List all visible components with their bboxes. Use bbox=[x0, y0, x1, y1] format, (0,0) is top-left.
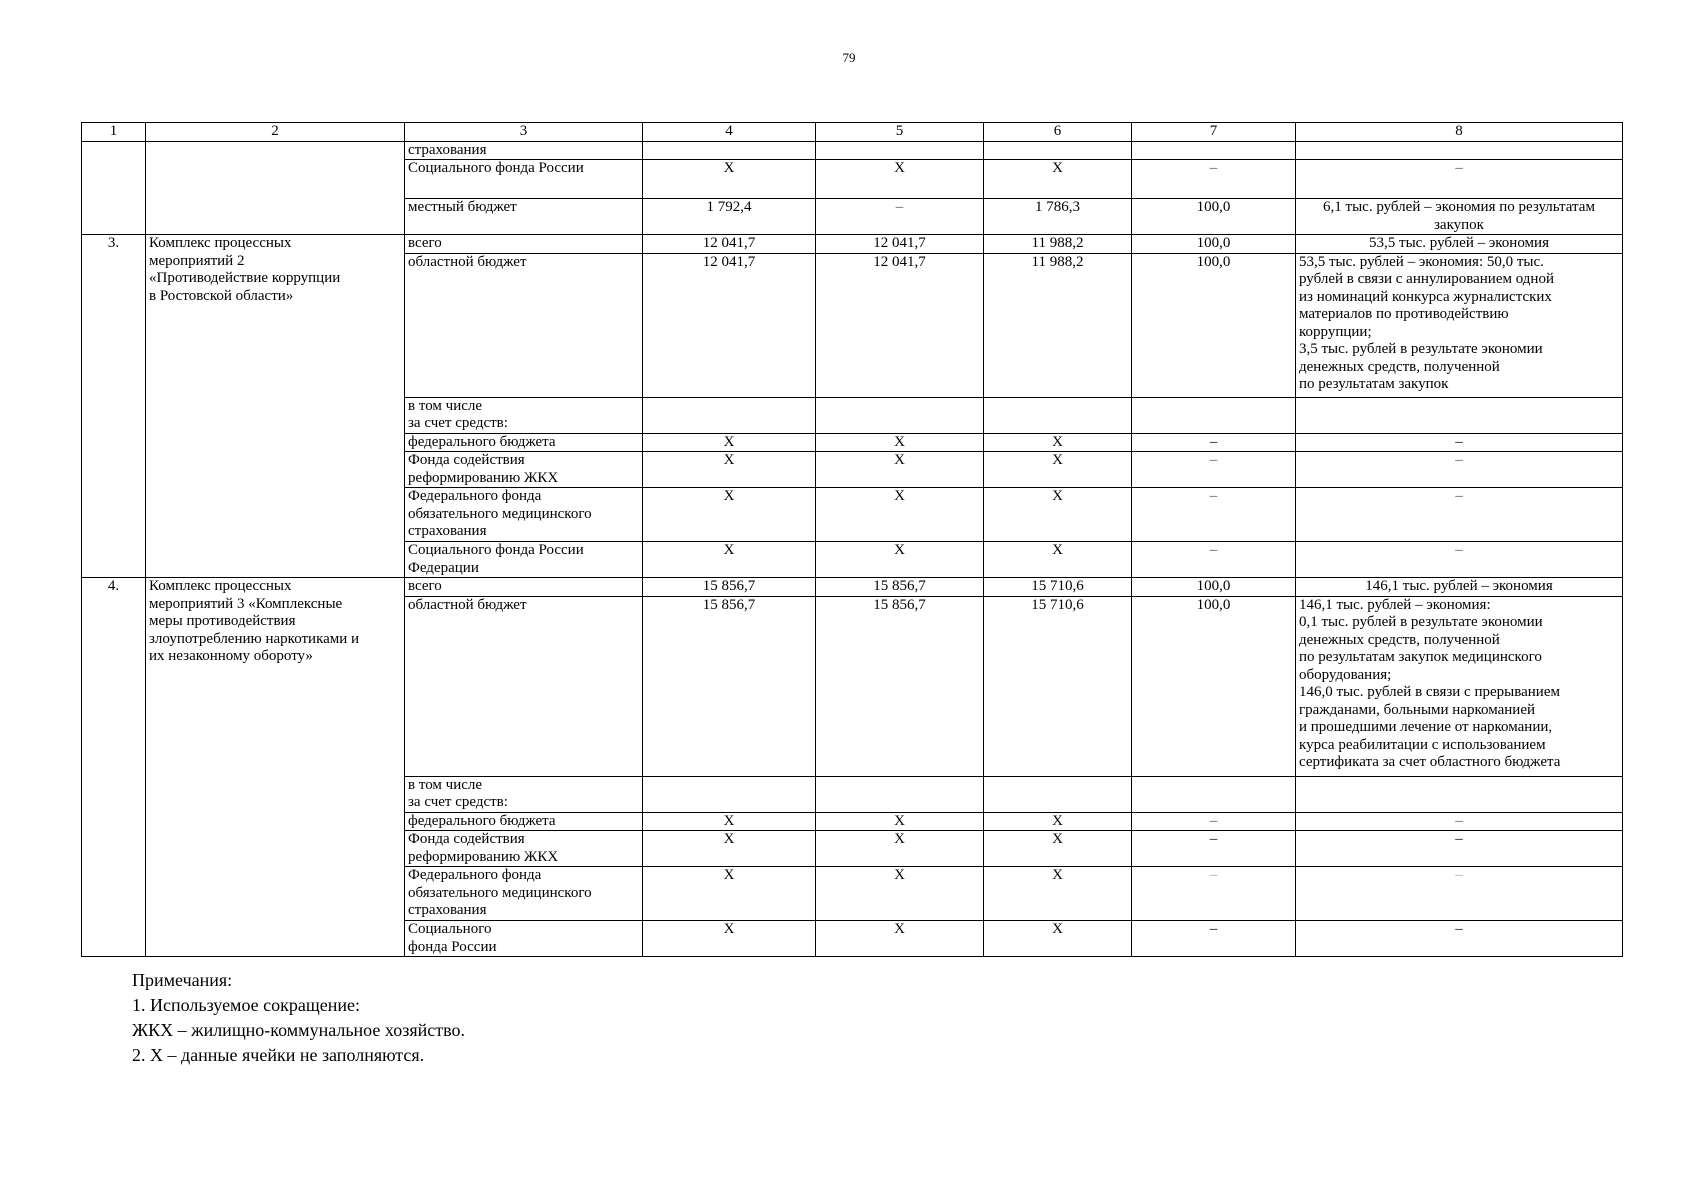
source-cell: областной бюджет bbox=[405, 596, 643, 776]
value-cell: X bbox=[643, 921, 816, 957]
note-line: ЖКХ – жилищно-коммунальное хозяйство. bbox=[132, 1020, 465, 1040]
value-cell: – bbox=[1132, 921, 1296, 957]
value-cell: 100,0 bbox=[1132, 596, 1296, 776]
column-header: 1 bbox=[82, 123, 146, 142]
value-cell: – bbox=[1132, 542, 1296, 578]
note-cell: – bbox=[1296, 452, 1623, 488]
column-header: 8 bbox=[1296, 123, 1623, 142]
value-cell: X bbox=[816, 160, 984, 199]
value-cell: – bbox=[1132, 812, 1296, 831]
table-row bbox=[82, 578, 1623, 597]
column-header: 6 bbox=[984, 123, 1132, 142]
value-cell: – bbox=[1132, 160, 1296, 199]
value-cell: X bbox=[816, 488, 984, 542]
column-number-row bbox=[82, 123, 1623, 142]
source-cell: федерального бюджета bbox=[405, 812, 643, 831]
value-cell: X bbox=[984, 160, 1132, 199]
source-cell: Фонда содействия реформированию ЖКХ bbox=[405, 831, 643, 867]
note-cell: 53,5 тыс. рублей – экономия bbox=[1296, 235, 1623, 254]
page-number: 79 bbox=[842, 50, 856, 65]
value-cell: X bbox=[984, 812, 1132, 831]
num-cell bbox=[82, 141, 146, 235]
table-row bbox=[82, 141, 1623, 160]
note-cell: – bbox=[1296, 812, 1623, 831]
value-cell: X bbox=[816, 542, 984, 578]
note-cell: 6,1 тыс. рублей – экономия по результатам закупок bbox=[1296, 199, 1623, 235]
value-cell: X bbox=[643, 433, 816, 452]
note-cell: – bbox=[1296, 433, 1623, 452]
table-row bbox=[82, 235, 1623, 254]
value-cell: 12 041,7 bbox=[643, 235, 816, 254]
value-cell: 11 988,2 bbox=[984, 253, 1132, 397]
column-header: 2 bbox=[146, 123, 405, 142]
value-cell: X bbox=[643, 831, 816, 867]
source-cell: в том числе за счет средств: bbox=[405, 397, 643, 433]
note-cell: 53,5 тыс. рублей – экономия: 50,0 тыс. рублей в связи с аннулированием одной из номинаций конкурса журналистских материалов по противодействию коррупции; 3,5 тыс. рублей в результате экономии денежных средств, полученной по результатам закупок bbox=[1296, 253, 1623, 397]
source-cell: местный бюджет bbox=[405, 199, 643, 235]
value-cell: – bbox=[816, 199, 984, 235]
note-cell: – bbox=[1296, 921, 1623, 957]
note-cell: – bbox=[1296, 831, 1623, 867]
value-cell: X bbox=[984, 921, 1132, 957]
note-cell: – bbox=[1296, 542, 1623, 578]
source-cell: Федерального фонда обязательного медицинского страхования bbox=[405, 867, 643, 921]
column-header: 4 bbox=[643, 123, 816, 142]
value-cell: 15 710,6 bbox=[984, 578, 1132, 597]
source-cell: в том числе за счет средств: bbox=[405, 776, 643, 812]
value-cell: X bbox=[643, 542, 816, 578]
program-name: Комплекс процессных мероприятий 2 «Противодействие коррупции в Ростовской области» bbox=[146, 235, 405, 578]
value-cell: X bbox=[643, 867, 816, 921]
column-header: 3 bbox=[405, 123, 643, 142]
source-cell: Фонда содействия реформированию ЖКХ bbox=[405, 452, 643, 488]
empty-cell bbox=[1132, 397, 1296, 433]
value-cell: X bbox=[643, 812, 816, 831]
value-cell: 12 041,7 bbox=[643, 253, 816, 397]
empty-cell bbox=[1296, 141, 1623, 160]
value-cell: X bbox=[643, 452, 816, 488]
value-cell: X bbox=[984, 452, 1132, 488]
source-cell: всего bbox=[405, 235, 643, 254]
value-cell: – bbox=[1132, 867, 1296, 921]
value-cell: X bbox=[816, 867, 984, 921]
value-cell: X bbox=[816, 921, 984, 957]
report-table bbox=[81, 122, 1623, 957]
value-cell: X bbox=[984, 831, 1132, 867]
notes-title: Примечания: bbox=[132, 970, 233, 990]
row-number: 3. bbox=[82, 235, 146, 578]
row-number: 4. bbox=[82, 578, 146, 957]
value-cell: X bbox=[816, 452, 984, 488]
value-cell: 100,0 bbox=[1132, 578, 1296, 597]
value-cell: 12 041,7 bbox=[816, 235, 984, 254]
empty-cell bbox=[984, 141, 1132, 160]
empty-cell bbox=[643, 776, 816, 812]
value-cell: – bbox=[1132, 452, 1296, 488]
value-cell: 100,0 bbox=[1132, 235, 1296, 254]
value-cell: 15 856,7 bbox=[643, 578, 816, 597]
empty-cell bbox=[816, 141, 984, 160]
empty-cell bbox=[643, 141, 816, 160]
note-cell: 146,1 тыс. рублей – экономия bbox=[1296, 578, 1623, 597]
source-cell: Федерального фонда обязательного медицинского страхования bbox=[405, 488, 643, 542]
value-cell: 15 856,7 bbox=[816, 596, 984, 776]
empty-cell bbox=[1132, 141, 1296, 160]
value-cell: X bbox=[984, 488, 1132, 542]
value-cell: X bbox=[984, 542, 1132, 578]
name-cell bbox=[146, 141, 405, 235]
note-cell: – bbox=[1296, 160, 1623, 199]
empty-cell bbox=[816, 776, 984, 812]
value-cell: X bbox=[816, 831, 984, 867]
note-cell: – bbox=[1296, 488, 1623, 542]
value-cell: 12 041,7 bbox=[816, 253, 984, 397]
note-cell: – bbox=[1296, 867, 1623, 921]
empty-cell bbox=[1132, 776, 1296, 812]
value-cell: 100,0 bbox=[1132, 199, 1296, 235]
source-cell: Социального фонда России bbox=[405, 160, 643, 199]
value-cell: 100,0 bbox=[1132, 253, 1296, 397]
value-cell: X bbox=[816, 433, 984, 452]
empty-cell bbox=[816, 397, 984, 433]
value-cell: 15 710,6 bbox=[984, 596, 1132, 776]
value-cell: X bbox=[816, 812, 984, 831]
source-cell: страхования bbox=[405, 141, 643, 160]
value-cell: X bbox=[643, 488, 816, 542]
source-cell: Социального фонда России bbox=[405, 921, 643, 957]
value-cell: X bbox=[643, 160, 816, 199]
source-cell: федерального бюджета bbox=[405, 433, 643, 452]
footnotes bbox=[132, 968, 465, 1068]
value-cell: – bbox=[1132, 831, 1296, 867]
value-cell: 1 792,4 bbox=[643, 199, 816, 235]
source-cell: Социального фонда России Федерации bbox=[405, 542, 643, 578]
program-name: Комплекс процессных мероприятий 3 «Комплексные меры противодействия злоупотреблению наркотиками и их незаконному обороту» bbox=[146, 578, 405, 957]
value-cell: – bbox=[1132, 433, 1296, 452]
value-cell: 15 856,7 bbox=[643, 596, 816, 776]
empty-cell bbox=[1296, 397, 1623, 433]
column-header: 7 bbox=[1132, 123, 1296, 142]
empty-cell bbox=[1296, 776, 1623, 812]
value-cell: X bbox=[984, 433, 1132, 452]
empty-cell bbox=[984, 397, 1132, 433]
source-cell: областной бюджет bbox=[405, 253, 643, 397]
empty-cell bbox=[984, 776, 1132, 812]
value-cell: X bbox=[984, 867, 1132, 921]
note-line: 2. X – данные ячейки не заполняются. bbox=[132, 1045, 425, 1065]
value-cell: 1 786,3 bbox=[984, 199, 1132, 235]
value-cell: – bbox=[1132, 488, 1296, 542]
note-line: 1. Используемое сокращение: bbox=[132, 995, 360, 1015]
empty-cell bbox=[643, 397, 816, 433]
column-header: 5 bbox=[816, 123, 984, 142]
note-cell: 146,1 тыс. рублей – экономия: 0,1 тыс. рублей в результате экономии денежных средств, полученной по результатам закупок медицинского оборудования; 146,0 тыс. рублей в связи с прерыванием гражданами, больными наркоманией и прошедшими лечение от наркомании, курса реабилитации с использованием сертификата за счет областного бюджета bbox=[1296, 596, 1623, 776]
value-cell: 15 856,7 bbox=[816, 578, 984, 597]
source-cell: всего bbox=[405, 578, 643, 597]
value-cell: 11 988,2 bbox=[984, 235, 1132, 254]
